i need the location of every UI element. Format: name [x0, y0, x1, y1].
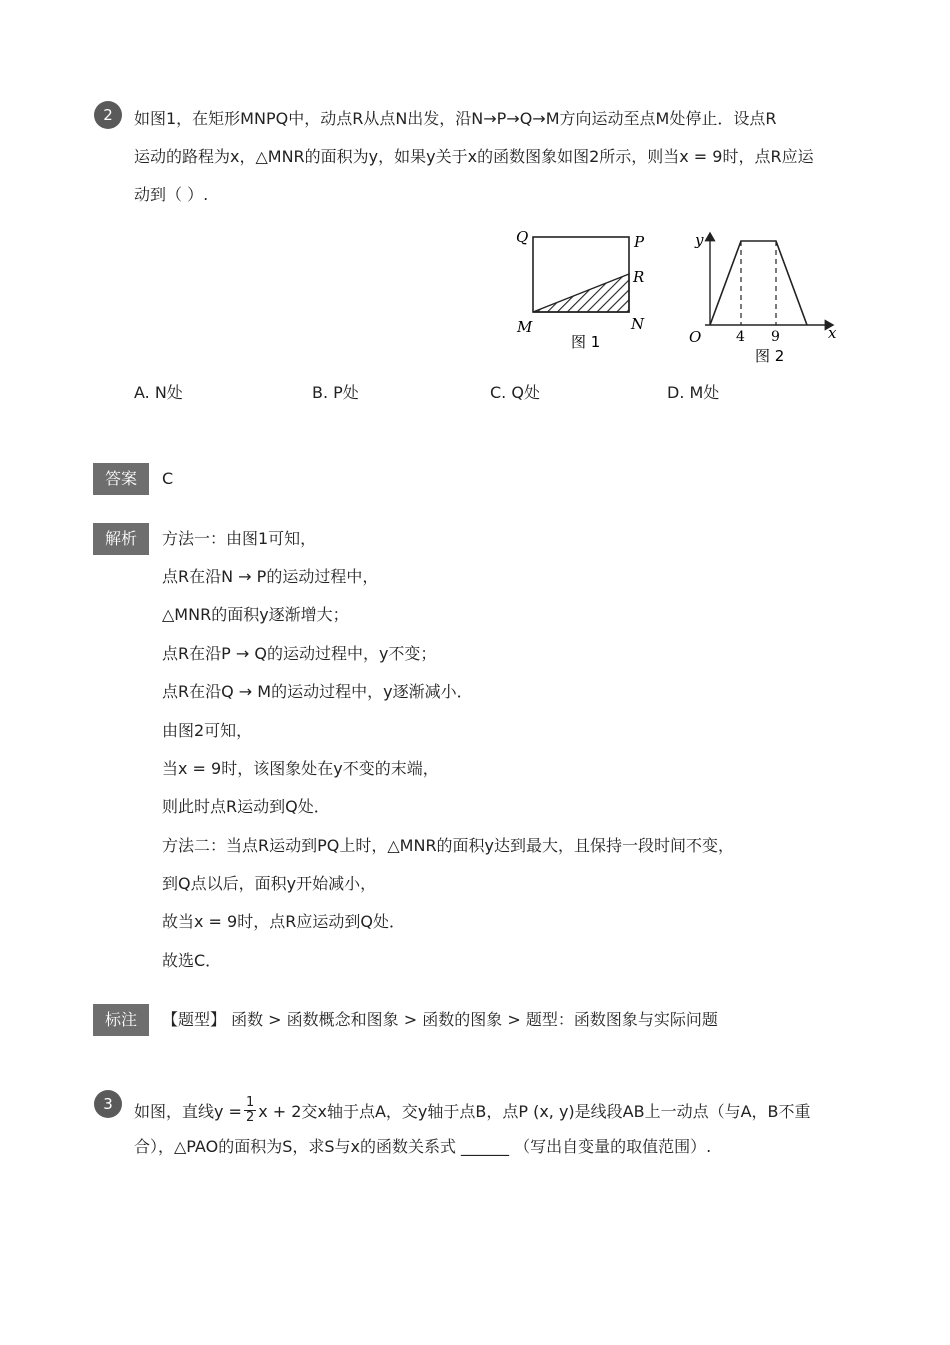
note-text: 【题型】 函数 > 函数概念和图象 > 函数的图象 > 题型：函数图象与实际问题: [162, 1010, 718, 1029]
question-text-segment: 如图，直线y =: [134, 1102, 242, 1121]
note-tag: 标注: [93, 1004, 149, 1036]
analysis-line: 方法一：由图1可知，: [162, 529, 317, 548]
analysis-line: 故当x = 9时，点R应运动到Q处．: [162, 912, 405, 931]
option-b[interactable]: B. P处: [312, 383, 359, 402]
question-number-badge: 3: [94, 1090, 122, 1118]
question-text-line: 合），△PAO的面积为S，求S与x的函数关系式 ______ （写出自变量的取值范围）.: [134, 1137, 712, 1156]
analysis-line: △MNR的面积y逐渐增大；: [162, 605, 349, 624]
figure-2-caption: 图 2: [755, 347, 785, 365]
figure-2-graph: [685, 225, 845, 370]
figure-1-rectangle: [505, 225, 655, 355]
answer-tag: 答案: [93, 463, 149, 495]
question-text-line: 动到（ ）.: [134, 185, 209, 204]
analysis-line: 点R在沿P → Q的运动过程中，y不变；: [162, 644, 437, 663]
label-p: P: [634, 233, 645, 251]
fraction-numerator: 1: [245, 1095, 255, 1110]
fraction: [244, 1096, 256, 1125]
analysis-line: 方法二：当点R运动到PQ上时，△MNR的面积y达到最大，且保持一段时间不变，: [162, 836, 735, 855]
label-n: N: [631, 315, 645, 333]
label-m: M: [517, 318, 533, 336]
label-r: R: [633, 268, 645, 286]
analysis-line: 点R在沿Q → M的运动过程中，y逐渐减小．: [162, 682, 473, 701]
option-a[interactable]: A. N处: [134, 383, 183, 402]
tick-label-9: 9: [771, 329, 780, 345]
origin-label: O: [689, 328, 702, 346]
fraction-denominator: 2: [245, 1110, 255, 1125]
option-d[interactable]: D. M处: [667, 383, 720, 402]
figure-1-caption: 图 1: [571, 333, 601, 351]
option-c[interactable]: C. Q处: [490, 383, 540, 402]
analysis-line: 当x = 9时，该图象处在y不变的末端，: [162, 759, 439, 778]
question-number-badge: 2: [94, 101, 122, 129]
question-text-line: 如图1，在矩形MNPQ中，动点R从点N出发，沿N→P→Q→M方向运动至点M处停止．设点R: [134, 109, 777, 128]
label-q: Q: [516, 228, 529, 246]
analysis-line: 到Q点以后，面积y开始减小，: [162, 874, 377, 893]
tick-label-4: 4: [736, 329, 745, 345]
axis-x-label: x: [828, 324, 837, 342]
question-text-line: [134, 1095, 811, 1127]
question-text-line: 运动的路程为x，△MNR的面积为y，如果y关于x的函数图象如图2所示，则当x = 9时，点R应运: [134, 147, 814, 166]
analysis-line: 故选C．: [162, 951, 222, 970]
analysis-tag: 解析: [93, 523, 149, 555]
answer-value: C: [162, 469, 174, 488]
question-text-segment: x + 2交x轴于点A，交y轴于点B，点P (x, y)是线段AB上一动点（与A，B不重: [258, 1102, 811, 1121]
axis-y-label: y: [695, 231, 704, 249]
analysis-line: 由图2可知，: [162, 721, 253, 740]
analysis-line: 点R在沿N → P的运动过程中，: [162, 567, 379, 586]
analysis-line: 则此时点R运动到Q处．: [162, 797, 330, 816]
